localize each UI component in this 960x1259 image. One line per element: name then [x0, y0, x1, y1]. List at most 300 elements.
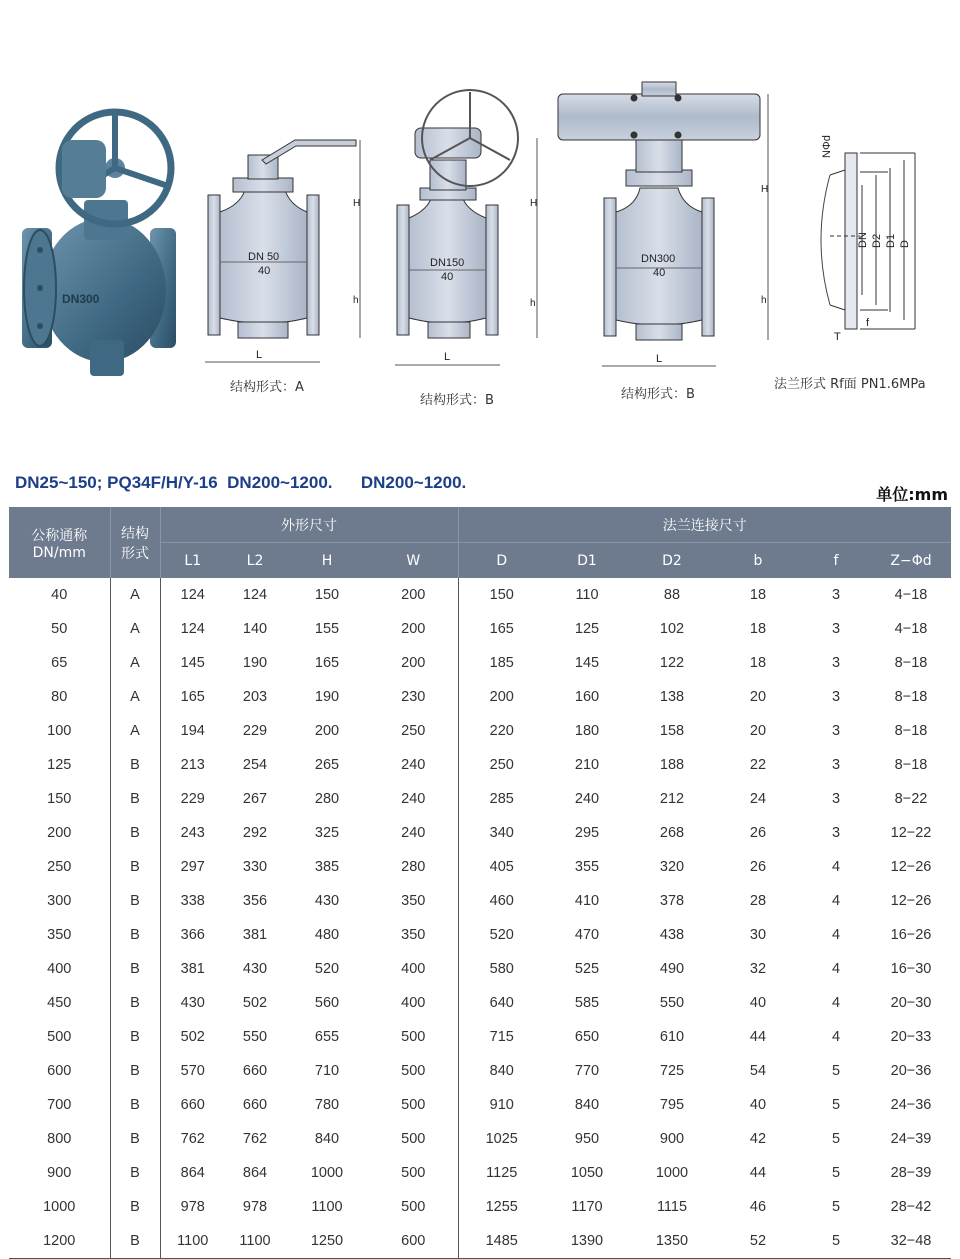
table-row: [9, 748, 951, 782]
table-cell: 240: [369, 816, 458, 850]
table-cell: 8−18: [894, 723, 928, 739]
table-cell: 5: [831, 1063, 841, 1079]
table-cell: 864: [242, 1165, 268, 1181]
table-cell: 438: [659, 927, 685, 943]
table-cell: 250: [369, 714, 458, 748]
table-row: [9, 850, 951, 884]
table-cell: 28: [749, 893, 767, 909]
fig-b-h-upper: H: [530, 198, 538, 209]
table-cell: 1255: [485, 1199, 518, 1215]
table-cell: 490: [659, 961, 685, 977]
table-cell: 330: [242, 859, 268, 875]
table-cell: 200: [369, 612, 458, 646]
table-cell: 900: [659, 1131, 685, 1147]
table-cell: A: [110, 612, 160, 646]
table-cell: 550: [659, 995, 685, 1011]
table-cell: 250: [489, 757, 514, 773]
table-cell: 3: [831, 587, 841, 603]
table-cell: 381: [242, 927, 268, 943]
table-cell: 145: [180, 655, 205, 671]
table-cell: 400: [369, 986, 458, 1020]
table-row: [9, 1156, 951, 1190]
table-row: [9, 952, 951, 986]
table-cell: 550: [242, 1029, 268, 1045]
table-cell: 155: [314, 621, 340, 637]
table-cell: 203: [242, 689, 268, 705]
caption-structure-b-actuator: 结构形式：B: [621, 387, 695, 402]
table-cell: 4: [831, 995, 841, 1011]
table-cell: 580: [489, 961, 514, 977]
flange-label-t: T: [834, 331, 841, 343]
table-cell: 410: [574, 893, 600, 909]
drawing-structure-b-actuator: [558, 82, 768, 366]
table-cell: 18: [749, 587, 767, 603]
table-cell: 40: [749, 995, 767, 1011]
table-cell: 165: [180, 689, 205, 705]
table-cell: 28−39: [890, 1165, 932, 1181]
table-cell: 715: [489, 1029, 514, 1045]
table-cell: 22: [749, 757, 767, 773]
table-cell: 125: [574, 621, 600, 637]
table-cell: 250: [9, 850, 110, 884]
fig-a-size: 40: [258, 265, 271, 277]
table-cell: 12−26: [890, 893, 932, 909]
table-cell: 3: [831, 757, 841, 773]
table-cell: 5: [801, 1224, 871, 1259]
column-header: L1: [160, 543, 225, 579]
table-cell: 12−26: [890, 859, 932, 875]
table-cell: 212: [659, 791, 685, 807]
table-cell: 150: [9, 782, 110, 816]
table-cell: 1390: [545, 1224, 629, 1259]
table-cell: 20−33: [890, 1029, 932, 1045]
fig-a-l: L: [256, 349, 263, 361]
table-cell: 110: [575, 587, 599, 603]
column-header: b: [715, 543, 801, 579]
table-cell: 122: [659, 655, 685, 671]
fig-b-size: 40: [441, 271, 454, 283]
fig-a-h-upper: H: [353, 198, 361, 209]
table-cell: 200: [314, 723, 340, 739]
table-cell: 1485: [458, 1224, 545, 1259]
table-row: [9, 646, 951, 680]
table-cell: 40: [749, 1097, 767, 1113]
table-cell: 265: [314, 757, 340, 773]
table-cell: 190: [242, 655, 268, 671]
table-cell: A: [110, 714, 160, 748]
table-cell: 297: [180, 859, 205, 875]
table-cell: 20: [749, 723, 767, 739]
table-cell: 12−22: [890, 825, 932, 841]
table-cell: 210: [574, 757, 600, 773]
table-cell: 1050: [570, 1165, 604, 1181]
table-cell: 65: [9, 646, 110, 680]
table-cell: 350: [369, 918, 458, 952]
table-cell: 20−36: [890, 1063, 932, 1079]
table-cell: 26: [749, 859, 767, 875]
flange-label-nphid: NΦd: [821, 135, 833, 158]
table-cell: 4−18: [894, 621, 928, 637]
table-cell: 1200: [9, 1224, 110, 1259]
table-cell: B: [110, 918, 160, 952]
fig-c-l: L: [656, 353, 663, 365]
table-cell: 8−18: [894, 689, 928, 705]
column-header: Z−Φd: [871, 543, 951, 579]
fig-c-h-lower: h: [761, 295, 767, 306]
table-cell: 660: [180, 1097, 205, 1113]
table-cell: 430: [180, 995, 205, 1011]
table-cell: 8−18: [894, 655, 928, 671]
table-cell: B: [110, 816, 160, 850]
table-cell: 500: [369, 1088, 458, 1122]
table-cell: 16−26: [890, 927, 932, 943]
table-row: [9, 714, 951, 748]
table-cell: 840: [314, 1131, 340, 1147]
table-cell: A: [110, 646, 160, 680]
table-cell: 500: [369, 1020, 458, 1054]
table-row: [9, 1054, 951, 1088]
table-cell: A: [110, 578, 160, 612]
table-cell: 400: [369, 952, 458, 986]
table-cell: 4: [831, 961, 841, 977]
header-dn-unit: DN/mm: [32, 544, 86, 561]
table-cell: 4−18: [894, 587, 928, 603]
caption-structure-b-gear: 结构形式：B: [420, 393, 494, 408]
table-cell: 1000: [655, 1165, 689, 1181]
table-cell: 24−39: [890, 1131, 932, 1147]
table-cell: 3: [831, 655, 841, 671]
table-cell: 1250: [285, 1224, 369, 1259]
valve-photo: [22, 112, 176, 376]
header-flange-dims: 法兰连接尺寸: [458, 507, 951, 543]
table-cell: B: [110, 986, 160, 1020]
table-cell: 500: [9, 1020, 110, 1054]
table-row: [9, 612, 951, 646]
dimension-table: [9, 507, 951, 1259]
table-cell: 28−42: [890, 1199, 932, 1215]
table-cell: 840: [489, 1063, 514, 1079]
table-cell: 200: [369, 646, 458, 680]
table-row: [9, 1224, 951, 1259]
table-cell: 145: [574, 655, 600, 671]
table-cell: 600: [369, 1224, 458, 1259]
table-cell: 295: [574, 825, 600, 841]
table-cell: 1350: [629, 1224, 715, 1259]
table-cell: 795: [659, 1097, 685, 1113]
table-cell: 762: [242, 1131, 268, 1147]
table-cell: 650: [574, 1029, 600, 1045]
table-cell: 1100: [311, 1199, 343, 1215]
table-cell: 381: [180, 961, 205, 977]
column-header: f: [801, 543, 871, 579]
table-cell: 655: [314, 1029, 340, 1045]
table-cell: 240: [369, 782, 458, 816]
flange-label-dn: DN: [857, 232, 869, 248]
table-cell: 1100: [225, 1224, 285, 1259]
table-cell: 800: [9, 1122, 110, 1156]
header-outer-dims: 外形尺寸: [160, 507, 458, 543]
table-cell: 770: [574, 1063, 600, 1079]
table-cell: 470: [574, 927, 600, 943]
table-cell: 24: [749, 791, 767, 807]
table-row: [9, 884, 951, 918]
table-cell: 280: [369, 850, 458, 884]
table-cell: 3: [831, 791, 841, 807]
table-cell: 194: [180, 723, 205, 739]
table-cell: 3: [831, 825, 841, 841]
table-cell: A: [110, 680, 160, 714]
table-cell: 268: [659, 825, 685, 841]
table-cell: 230: [369, 680, 458, 714]
table-cell: 340: [489, 825, 514, 841]
table-cell: 200: [9, 816, 110, 850]
table-row: [9, 1190, 951, 1224]
table-cell: 502: [180, 1029, 205, 1045]
caption-structure-a: 结构形式：A: [230, 380, 304, 395]
table-cell: 243: [180, 825, 205, 841]
table-cell: 18: [749, 621, 767, 637]
table-cell: B: [110, 1020, 160, 1054]
table-cell: 185: [489, 655, 514, 671]
table-cell: 355: [574, 859, 600, 875]
table-cell: 5: [831, 1165, 841, 1181]
table-cell: 5: [831, 1131, 841, 1147]
table-cell: 840: [574, 1097, 600, 1113]
table-cell: 240: [574, 791, 600, 807]
table-cell: 4: [831, 927, 841, 943]
drawing-structure-b-gear: [395, 90, 537, 365]
column-header: D1: [545, 543, 629, 579]
table-cell: 124: [180, 621, 205, 637]
table-cell: 1000: [310, 1165, 344, 1181]
table-cell: 560: [314, 995, 340, 1011]
table-cell: 125: [9, 748, 110, 782]
table-cell: 150: [314, 587, 340, 603]
table-cell: 30: [749, 927, 767, 943]
fig-b-dn: DN150: [430, 257, 465, 269]
table-cell: 254: [242, 757, 268, 773]
table-cell: 292: [242, 825, 268, 841]
table-cell: 165: [489, 621, 514, 637]
table-cell: 978: [180, 1199, 205, 1215]
table-cell: 366: [180, 927, 205, 943]
photo-marking: DN300: [62, 292, 100, 306]
table-cell: 1170: [571, 1199, 603, 1215]
table-cell: 900: [9, 1156, 110, 1190]
table-cell: B: [110, 952, 160, 986]
table-cell: 44: [749, 1165, 767, 1181]
table-row: [9, 1088, 951, 1122]
table-cell: 502: [242, 995, 268, 1011]
table-cell: 8−22: [894, 791, 928, 807]
table-cell: B: [110, 1088, 160, 1122]
table-row: [9, 816, 951, 850]
table-cell: B: [110, 850, 160, 884]
table-cell: 229: [180, 791, 205, 807]
table-cell: 18: [749, 655, 767, 671]
table-row: [9, 680, 951, 714]
table-cell: 460: [489, 893, 514, 909]
table-cell: 220: [489, 723, 514, 739]
table-cell: 1025: [485, 1131, 518, 1147]
table-cell: 300: [9, 884, 110, 918]
spec-line: DN25~150; PQ34F/H/Y-16 DN200~1200. DN200~1200.: [15, 473, 467, 492]
table-cell: 190: [314, 689, 340, 705]
table-row: [9, 782, 951, 816]
fig-b-h-lower: h: [530, 298, 536, 309]
table-cell: 700: [9, 1088, 110, 1122]
table-cell: 500: [369, 1156, 458, 1190]
table-cell: 500: [369, 1122, 458, 1156]
header-form-line1: 结构: [121, 525, 149, 542]
fig-c-size: 40: [653, 267, 666, 279]
table-cell: 1000: [9, 1190, 110, 1224]
fig-c-dn: DN300: [641, 253, 676, 265]
table-cell: 285: [489, 791, 514, 807]
table-cell: 378: [659, 893, 685, 909]
table-cell: 213: [180, 757, 205, 773]
table-cell: 54: [749, 1063, 767, 1079]
table-cell: 978: [242, 1199, 268, 1215]
header-form: [110, 507, 160, 578]
table-cell: 46: [749, 1199, 767, 1215]
table-cell: 40: [9, 578, 110, 612]
table-cell: 20−30: [890, 995, 932, 1011]
header-form-line2: 形式: [121, 545, 149, 562]
table-cell: 165: [314, 655, 340, 671]
fig-a-dn: DN 50: [248, 251, 280, 263]
table-cell: 124: [180, 587, 205, 603]
table-row: [9, 1020, 951, 1054]
table-cell: 4: [831, 859, 841, 875]
flange-label-d2: D2: [871, 233, 883, 248]
table-cell: 430: [314, 893, 340, 909]
table-cell: 325: [314, 825, 340, 841]
table-cell: 3: [831, 723, 841, 739]
table-cell: 240: [369, 748, 458, 782]
column-header: H: [285, 543, 369, 579]
table-cell: B: [110, 1122, 160, 1156]
table-cell: 3: [831, 621, 841, 637]
column-header: D: [458, 543, 545, 579]
table-cell: 138: [659, 689, 685, 705]
table-cell: 430: [242, 961, 268, 977]
header-dn: [9, 507, 110, 578]
table-cell: 20: [749, 689, 767, 705]
fig-a-h-lower: h: [353, 295, 359, 306]
table-cell: 32−48: [871, 1224, 951, 1259]
table-cell: 320: [659, 859, 685, 875]
header-dn-cn: 公称通称: [31, 527, 88, 544]
table-cell: 780: [314, 1097, 340, 1113]
fig-c-h-upper: H: [761, 184, 769, 195]
flange-label-d1: D1: [885, 233, 897, 248]
table-cell: 42: [749, 1131, 767, 1147]
table-cell: 50: [9, 612, 110, 646]
table-cell: 585: [574, 995, 600, 1011]
table-cell: 400: [9, 952, 110, 986]
table-cell: 150: [489, 587, 514, 603]
table-cell: 610: [659, 1029, 685, 1045]
table-cell: 158: [659, 723, 685, 739]
table-cell: 710: [314, 1063, 340, 1079]
table-cell: 725: [659, 1063, 685, 1079]
table-cell: 864: [180, 1165, 205, 1181]
table-cell: 660: [242, 1063, 268, 1079]
table-cell: B: [110, 1054, 160, 1088]
table-cell: B: [110, 1190, 160, 1224]
table-cell: 350: [9, 918, 110, 952]
table-cell: 405: [489, 859, 514, 875]
table-cell: 570: [180, 1063, 205, 1079]
table-cell: 450: [9, 986, 110, 1020]
table-cell: 600: [9, 1054, 110, 1088]
table-cell: 525: [574, 961, 600, 977]
table-cell: 100: [9, 714, 110, 748]
table-cell: 500: [369, 1054, 458, 1088]
table-cell: 52: [715, 1224, 801, 1259]
table-cell: 180: [574, 723, 600, 739]
table-cell: 1115: [656, 1199, 688, 1215]
table-row: [9, 986, 951, 1020]
table-cell: 5: [831, 1097, 841, 1113]
table-row: [9, 1122, 951, 1156]
table-cell: 338: [180, 893, 205, 909]
table-cell: B: [110, 748, 160, 782]
table-cell: 280: [314, 791, 340, 807]
table-cell: 160: [574, 689, 600, 705]
table-cell: 88: [663, 587, 681, 603]
table-cell: 24−36: [890, 1097, 932, 1113]
table-cell: 350: [369, 884, 458, 918]
table-cell: 4: [831, 1029, 841, 1045]
unit-label: 单位:mm: [876, 485, 948, 504]
table-cell: 385: [314, 859, 340, 875]
table-cell: B: [110, 782, 160, 816]
table-row: [9, 578, 951, 612]
table-cell: 200: [489, 689, 514, 705]
table-cell: 480: [314, 927, 340, 943]
flange-label-d: D: [899, 240, 911, 248]
table-cell: 8−18: [894, 757, 928, 773]
table-cell: 124: [242, 587, 268, 603]
table-cell: 4: [831, 893, 841, 909]
flange-label-f: f: [866, 317, 870, 329]
table-cell: B: [110, 1224, 160, 1259]
table-cell: 1125: [486, 1165, 518, 1181]
fig-b-l: L: [444, 351, 451, 363]
table-cell: 520: [489, 927, 514, 943]
table-cell: 520: [314, 961, 340, 977]
table-cell: 910: [489, 1097, 514, 1113]
table-cell: B: [110, 1156, 160, 1190]
table-cell: 200: [369, 578, 458, 612]
table-cell: B: [110, 884, 160, 918]
table-cell: 1100: [160, 1224, 225, 1259]
table-cell: 500: [369, 1190, 458, 1224]
table-cell: 640: [489, 995, 514, 1011]
table-cell: 26: [749, 825, 767, 841]
table-cell: 356: [242, 893, 268, 909]
table-row: [9, 918, 951, 952]
table-cell: 44: [749, 1029, 767, 1045]
table-cell: 5: [831, 1199, 841, 1215]
column-header: W: [369, 543, 458, 579]
table-cell: 102: [659, 621, 685, 637]
table-cell: 762: [180, 1131, 205, 1147]
column-header: L2: [225, 543, 285, 579]
table-cell: 16−30: [890, 961, 932, 977]
